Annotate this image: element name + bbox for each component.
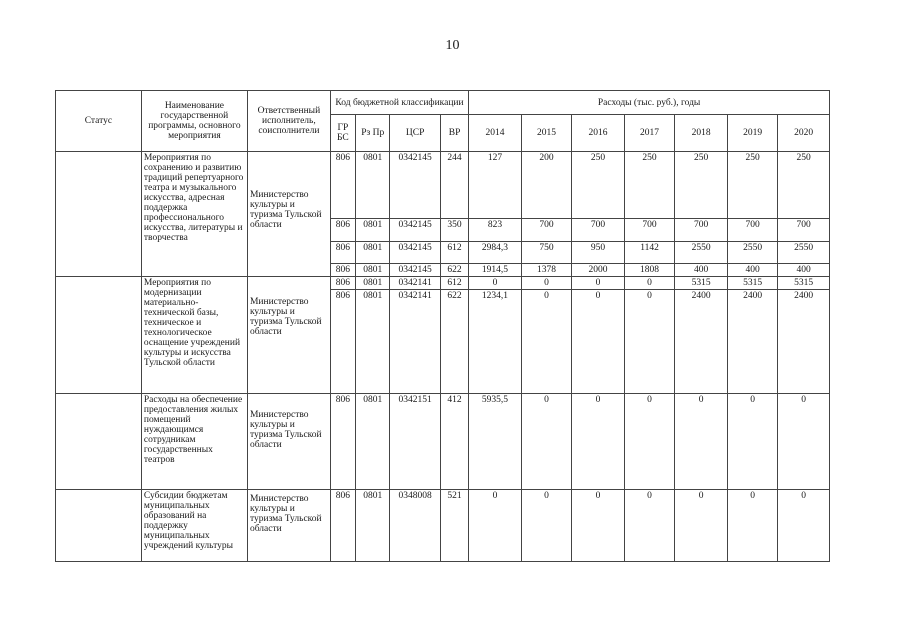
value-cell: 2550 [675, 242, 728, 264]
grbs-cell: 806 [330, 264, 355, 277]
value-cell: 0 [521, 277, 572, 290]
header-csr: ЦСР [390, 115, 441, 152]
rzpr-cell: 0801 [356, 242, 390, 264]
value-cell: 1914,5 [469, 264, 522, 277]
value-cell: 700 [624, 219, 675, 242]
value-cell: 0 [572, 277, 625, 290]
value-cell: 127 [469, 152, 522, 219]
value-cell: 0 [521, 290, 572, 394]
value-cell: 0 [675, 394, 728, 490]
value-cell: 0 [521, 394, 572, 490]
value-cell: 1234,1 [469, 290, 522, 394]
responsible-cell: Министерство культуры и туризма Тульской области [247, 490, 330, 562]
program-name-cell: Мероприятия по сохранению и развитию традиций репертуарного театра и музыкального искусства, адресная поддержка профессионального искусства, литературы и творчества [141, 152, 247, 277]
vr-cell: 244 [440, 152, 468, 219]
grbs-cell: 806 [330, 394, 355, 490]
table-row [56, 490, 830, 562]
csr-cell: 0348008 [390, 490, 441, 562]
header-expenses: Расходы (тыс. руб.), годы [469, 91, 830, 115]
value-cell: 1378 [521, 264, 572, 277]
csr-cell: 0342145 [390, 219, 441, 242]
value-cell: 2400 [675, 290, 728, 394]
rzpr-cell: 0801 [356, 277, 390, 290]
value-cell: 0 [778, 394, 830, 490]
grbs-cell: 806 [330, 242, 355, 264]
value-cell: 250 [572, 152, 625, 219]
header-year: 2016 [572, 115, 625, 152]
value-cell: 2984,3 [469, 242, 522, 264]
value-cell: 823 [469, 219, 522, 242]
vr-cell: 622 [440, 264, 468, 277]
value-cell: 0 [572, 394, 625, 490]
responsible-cell: Министерство культуры и туризма Тульской области [247, 394, 330, 490]
rzpr-cell: 0801 [356, 290, 390, 394]
csr-cell: 0342141 [390, 277, 441, 290]
value-cell: 5315 [778, 277, 830, 290]
value-cell: 250 [675, 152, 728, 219]
table-row [56, 277, 830, 290]
header-year: 2015 [521, 115, 572, 152]
vr-cell: 412 [440, 394, 468, 490]
value-cell: 200 [521, 152, 572, 219]
status-cell [56, 277, 142, 394]
value-cell: 0 [469, 490, 522, 562]
value-cell: 0 [624, 490, 675, 562]
header-responsible: Ответственный исполнитель, соисполнители [247, 91, 330, 152]
header-year: 2018 [675, 115, 728, 152]
value-cell: 950 [572, 242, 625, 264]
status-cell [56, 394, 142, 490]
rzpr-cell: 0801 [356, 490, 390, 562]
value-cell: 0 [727, 490, 778, 562]
value-cell: 400 [727, 264, 778, 277]
header-budget-code: Код бюджетной классификации [330, 91, 468, 115]
value-cell: 0 [727, 394, 778, 490]
value-cell: 750 [521, 242, 572, 264]
table-row [56, 394, 830, 490]
value-cell: 0 [572, 290, 625, 394]
value-cell: 2000 [572, 264, 625, 277]
rzpr-cell: 0801 [356, 152, 390, 219]
vr-cell: 622 [440, 290, 468, 394]
vr-cell: 521 [440, 490, 468, 562]
vr-cell: 612 [440, 277, 468, 290]
responsible-cell: Министерство культуры и туризма Тульской области [247, 152, 330, 277]
value-cell: 5315 [675, 277, 728, 290]
value-cell: 2550 [778, 242, 830, 264]
vr-cell: 612 [440, 242, 468, 264]
value-cell: 5315 [727, 277, 778, 290]
header-year: 2017 [624, 115, 675, 152]
header-year: 2019 [727, 115, 778, 152]
value-cell: 2400 [727, 290, 778, 394]
value-cell: 700 [778, 219, 830, 242]
page-number: 10 [445, 38, 460, 53]
value-cell: 0 [521, 490, 572, 562]
csr-cell: 0342145 [390, 152, 441, 219]
value-cell: 250 [624, 152, 675, 219]
status-cell [56, 490, 142, 562]
program-name-cell: Мероприятия по модернизации материально-технической базы, техническое и технологическое оснащение учреждений культуры и искусства Тульской области [141, 277, 247, 394]
value-cell: 0 [624, 394, 675, 490]
header-rzpr: Рз Пр [356, 115, 390, 152]
value-cell: 0 [624, 290, 675, 394]
csr-cell: 0342145 [390, 242, 441, 264]
csr-cell: 0342151 [390, 394, 441, 490]
rzpr-cell: 0801 [356, 219, 390, 242]
value-cell: 0 [675, 490, 728, 562]
grbs-cell: 806 [330, 152, 355, 219]
header-grbs: ГР БС [330, 115, 355, 152]
value-cell: 0 [572, 490, 625, 562]
grbs-cell: 806 [330, 219, 355, 242]
program-name-cell: Расходы на обеспечение предоставления жилых помещений нуждающимся сотрудникам государственных театров [141, 394, 247, 490]
value-cell: 700 [727, 219, 778, 242]
header-year: 2020 [778, 115, 830, 152]
responsible-cell: Министерство культуры и туризма Тульской области [247, 277, 330, 394]
value-cell: 700 [521, 219, 572, 242]
value-cell: 2550 [727, 242, 778, 264]
value-cell: 0 [778, 490, 830, 562]
value-cell: 1142 [624, 242, 675, 264]
value-cell: 5935,5 [469, 394, 522, 490]
value-cell: 250 [727, 152, 778, 219]
value-cell: 700 [572, 219, 625, 242]
value-cell: 2400 [778, 290, 830, 394]
grbs-cell: 806 [330, 277, 355, 290]
budget-table [55, 90, 830, 562]
value-cell: 250 [778, 152, 830, 219]
value-cell: 400 [675, 264, 728, 277]
table-row [56, 152, 830, 219]
header-vr: ВР [440, 115, 468, 152]
program-name-cell: Субсидии бюджетам муниципальных образований на поддержку муниципальных учреждений культуры [141, 490, 247, 562]
header-name: Наименование государственной программы, основного мероприятия [141, 91, 247, 152]
header-year: 2014 [469, 115, 522, 152]
grbs-cell: 806 [330, 490, 355, 562]
value-cell: 1808 [624, 264, 675, 277]
value-cell: 0 [469, 277, 522, 290]
value-cell: 0 [624, 277, 675, 290]
value-cell: 400 [778, 264, 830, 277]
status-cell [56, 152, 142, 277]
rzpr-cell: 0801 [356, 264, 390, 277]
header-status: Статус [56, 91, 142, 152]
rzpr-cell: 0801 [356, 394, 390, 490]
vr-cell: 350 [440, 219, 468, 242]
value-cell: 700 [675, 219, 728, 242]
csr-cell: 0342141 [390, 290, 441, 394]
grbs-cell: 806 [330, 290, 355, 394]
csr-cell: 0342145 [390, 264, 441, 277]
